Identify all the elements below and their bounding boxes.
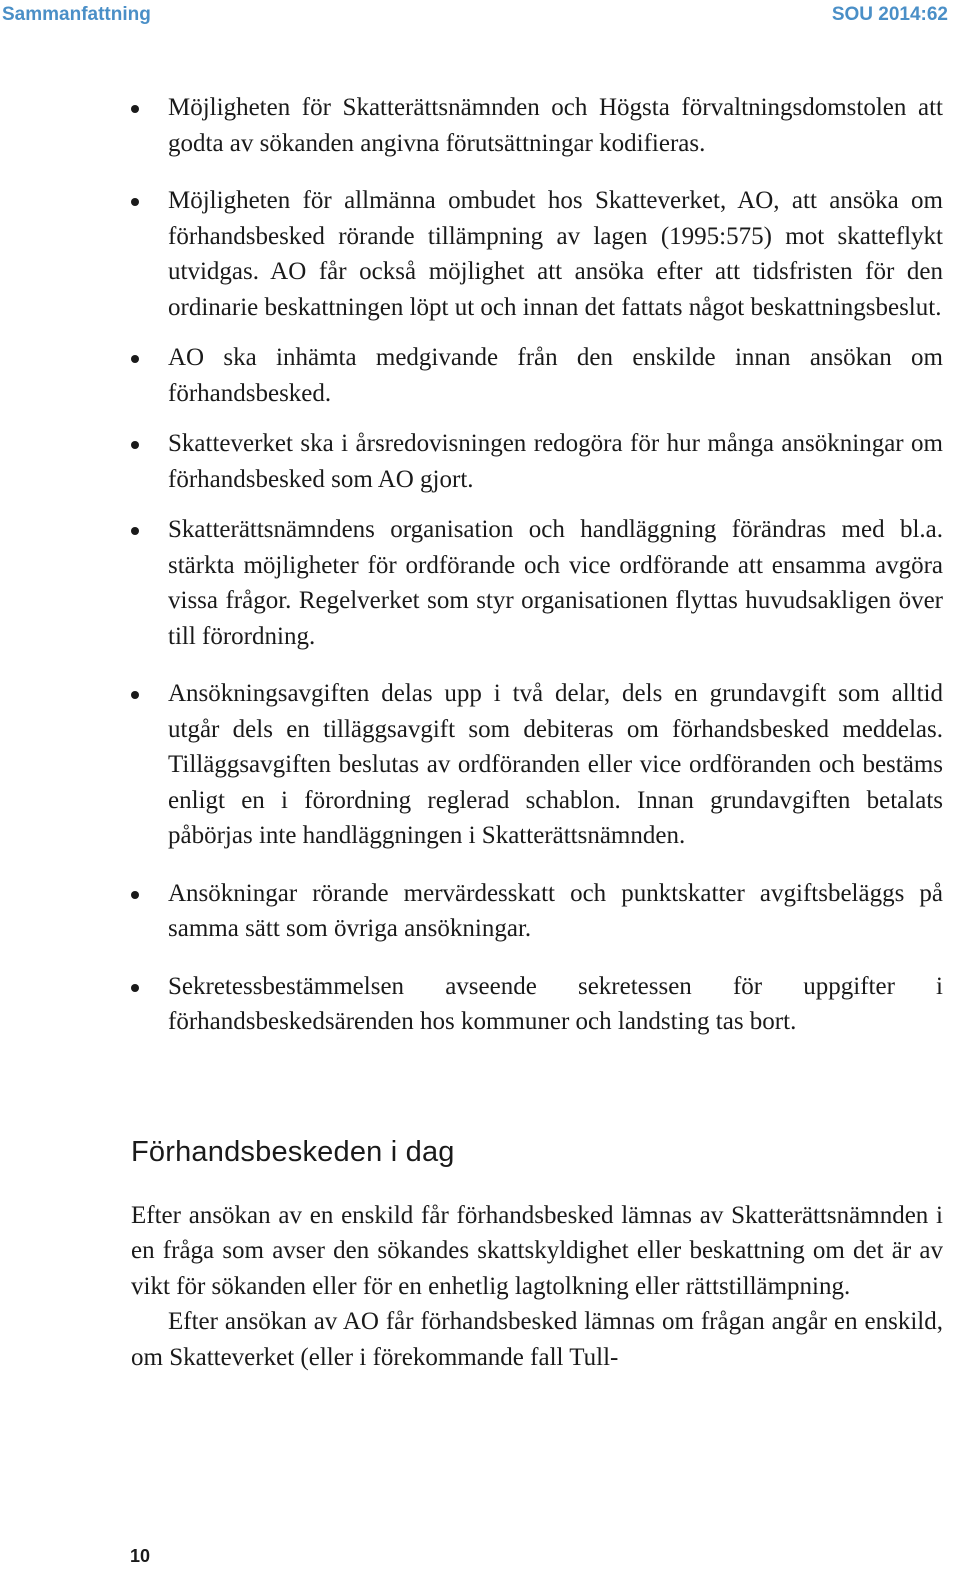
header-section-label: Sammanfattning: [2, 4, 151, 25]
list-item-text: Sekretessbestämmelsen avseende sekretessen för uppgifter i förhandsbeskedsärenden hos kommuner och landsting tas bort.: [168, 972, 943, 1035]
bullet-dot-icon: [131, 691, 139, 699]
running-header: [2, 4, 948, 28]
list-item: [131, 876, 943, 947]
bullet-dot-icon: [131, 105, 139, 113]
header-document-ref: SOU 2014:62: [831, 4, 948, 25]
section-body: [131, 1198, 943, 1376]
bullet-dot-icon: [131, 441, 139, 449]
list-item-text: AO ska inhämta medgivande från den enskilde innan ansökan om förhandsbesked.: [168, 344, 943, 407]
list-item: [131, 340, 943, 411]
body-paragraph: Efter ansökan av en enskild får förhandsbesked lämnas av Skatterättsnämnden i en fråga som avser den sökandes skattskyldighet eller beskattning om det är av vikt för sökanden eller för en enhetlig lagtolkning eller rättstillämpning.: [131, 1201, 943, 1300]
list-item-text: Möjligheten för allmänna ombudet hos Skatteverket, AO, att ansöka om förhandsbesked rörande tillämpning av lagen (1995:575) mot skatteflykt utvidgas. AO får också möjlighet att ansöka efter att tidsfristen för den ordinarie beskattningen löpt ut och innan det fattats något beskattningsbeslut.: [168, 187, 943, 321]
list-item-text: Möjligheten för Skatterättsnämnden och Högsta förvaltningsdomstolen att godta av sökanden angivna förutsättningar kodifieras.: [168, 94, 943, 157]
proposal-bullet-list: [131, 90, 943, 1040]
list-item: [131, 676, 943, 854]
list-item: [131, 969, 943, 1040]
list-item-text: Skatteverket ska i årsredovisningen redogöra för hur många ansökningar om förhandsbesked som AO gjort.: [168, 430, 943, 493]
bullet-dot-icon: [131, 355, 139, 363]
section-heading: Förhandsbeskeden i dag: [131, 1135, 455, 1168]
list-item: [131, 426, 943, 497]
list-item: [131, 183, 943, 325]
bullet-dot-icon: [131, 891, 139, 899]
list-item: [131, 512, 943, 654]
list-item-text: Skatterättsnämndens organisation och handläggning förändras med bl.a. stärkta möjligheter för ordförande och vice ordförande att ensamma avgöra vissa frågor. Regelverket som styr organisationen flyttas huvudsakligen över till förordning.: [168, 516, 943, 650]
bullet-dot-icon: [131, 198, 139, 206]
bullet-dot-icon: [131, 984, 139, 992]
body-paragraph: Efter ansökan av AO får förhandsbesked lämnas om frågan angår en enskild, om Skatteverket (eller i förekommande fall Tull-: [131, 1308, 943, 1371]
page-number: 10: [130, 1546, 151, 1566]
list-item-text: Ansökningsavgiften delas upp i två delar, dels en grundavgift som alltid utgår dels en tilläggsavgift som debiteras om förhandsbesked meddelas. Tilläggsavgiften beslutas av ordföranden eller vice ordföranden och bestäms enligt en i förordning reglerad schablon. Innan grundavgiften betalats påbörjas inte handläggningen i Skatterättsnämnden.: [168, 680, 943, 849]
bullet-dot-icon: [131, 527, 139, 535]
page-content: [131, 90, 943, 1375]
list-item: [131, 90, 943, 161]
list-item-text: Ansökningar rörande mervärdesskatt och punktskatter avgiftsbeläggs på samma sätt som övriga ansökningar.: [168, 879, 943, 942]
